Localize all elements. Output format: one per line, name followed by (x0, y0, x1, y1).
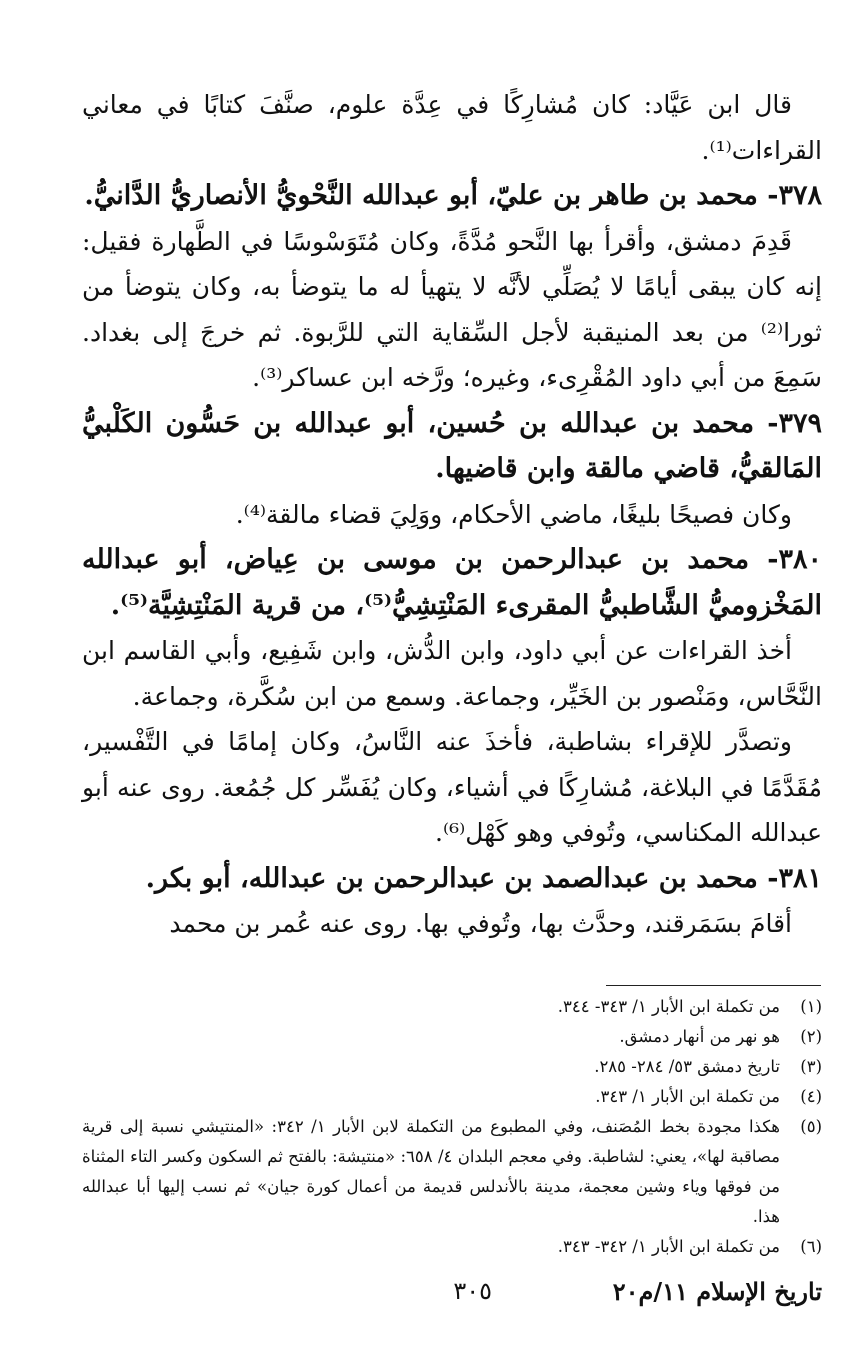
entry-379-heading: ٣٧٩- محمد بن عبدالله بن حُسين، أبو عبدالله بن حَسُّون الكَلْبيُّ المَالقيُّ، قاضي مالقة وابن قاضيها. (82, 407, 822, 484)
footnote-text: من تكملة ابن الأبار ١/ ٣٤٣. (595, 1087, 780, 1106)
paragraph-entry-379: وكان فصيحًا بليغًا، ماضي الأحكام، ووَلِيَ قضاء مالقة⁽⁴⁾. (235, 499, 792, 529)
entry-378-heading: ٣٧٨- محمد بن طاهر بن عليّ، أبو عبدالله النَّحْويُّ الأنصاريُّ الدَّانيُّ. (84, 180, 822, 211)
footnote-item (82, 1112, 822, 1232)
paragraph-entry-381: أقامَ بسَمَرقند، وحدَّث بها، وتُوفي بها. روى عنه عُمر بن محمد (169, 909, 792, 938)
footnote-text: من تكملة ابن الأبار ١/ ٣٤٢- ٣٤٣. (557, 1237, 780, 1256)
footnote-item (82, 1052, 822, 1082)
page-footer (82, 1277, 822, 1313)
footnote-item (82, 1022, 822, 1052)
footnote-item (82, 1082, 822, 1112)
paragraph-entry-380-teachers: أخذ القراءات عن أبي داود، وابن الدُّش، وابن شَفِيع، وأبي القاسم ابن النَّحَّاس، ومَنْصور بن الخَيِّر، وجماعة. وسمع من ابن سُكَّرة، وجماعة. (82, 636, 822, 711)
footnotes (82, 992, 822, 1262)
footnote-number: (١) (800, 997, 822, 1016)
footnote-number: (٤) (800, 1087, 822, 1106)
paragraph-ibn-ayyad: قال ابن عَيَّاد: كان مُشارِكًا في عِدَّة علوم، صنَّفَ كتابًا في معاني القراءات⁽¹⁾. (82, 90, 822, 165)
footnote-text: تاريخ دمشق ٥٣/ ٢٨٤- ٢٨٥. (594, 1057, 780, 1076)
main-text (82, 82, 822, 947)
page-number: ٣٠٥ (453, 1277, 492, 1305)
entry-381-heading: ٣٨١- محمد بن عبدالصمد بن عبدالرحمن بن عبدالله، أبو بكر. (145, 862, 822, 894)
footnote-item (82, 1232, 822, 1262)
footnote-number: (٢) (800, 1027, 822, 1046)
running-title: تاريخ الإسلام ١١/م٢٠ (612, 1277, 822, 1306)
footnote-text: هو نهر من أنهار دمشق. (619, 1027, 780, 1046)
footnote-number: (٣) (800, 1057, 822, 1076)
footnote-text: هكذا مجودة بخط المُصَنف، وفي المطبوع من التكملة لابن الأبار ١/ ٣٤٢: «المنتيشي نسبة إلى قرية مصاقبة لها»، يعني: لشاطبة. وفي معجم البلدان ٤/ ٦٥٨: «منتيشة: بالفتح ثم السكون وكسر التاء المثناة من فوقها وياء وشين معجمة، مدينة بالأندلس قديمة من أعمال كورة جيان» ثم نسب إليها أبا عبدالله هذا. (82, 1117, 781, 1226)
footnote-item (82, 992, 822, 1022)
paragraph-entry-378: قَدِمَ دمشق، وأقرأ بها النَّحو مُدَّةً، وكان مُتَوَسْوسًا في الطَّهارة فقيل: إنه كان يبقى أيامًا لا يُصَلِّي لأنَّه لا يتهيأ له ما يتوضأ به، وكان يتوضأ من ثورا⁽²⁾ من بعد المنيقبة لأجل السِّقاية التي للرَّبوة. ثم خرجَ إلى بغداد. سَمِعَ من أبي داود المُقْرِىء، وغيره؛ ورَّخه ابن عساكر⁽³⁾. (82, 226, 822, 392)
entry-380-heading: ٣٨٠- محمد بن عبدالرحمن بن موسى بن عِياض، أبو عبدالله المَخْزوميُّ الشَّاطبيُّ المقرىء المَنْتِشِيُّ⁽⁵⁾، من قرية المَنْتِشِيَّة⁽⁵⁾. (82, 544, 822, 621)
footnote-divider (606, 985, 821, 986)
footnote-number: (٦) (800, 1237, 822, 1256)
footnote-text: من تكملة ابن الأبار ١/ ٣٤٣- ٣٤٤. (557, 997, 780, 1016)
paragraph-entry-380-career: وتصدَّر للإقراء بشاطبة، فأخذَ عنه النَّاسُ، وكان إمامًا في التَّفْسير، مُقَدَّمًا في البلاغة، مُشارِكًا في أشياء، وكان يُفَسِّر كل جُمُعة. روى عنه أبو عبدالله المكناسي، وتُوفي وهو كَهْل⁽⁶⁾. (82, 727, 822, 847)
footnote-number: (٥) (800, 1117, 822, 1136)
